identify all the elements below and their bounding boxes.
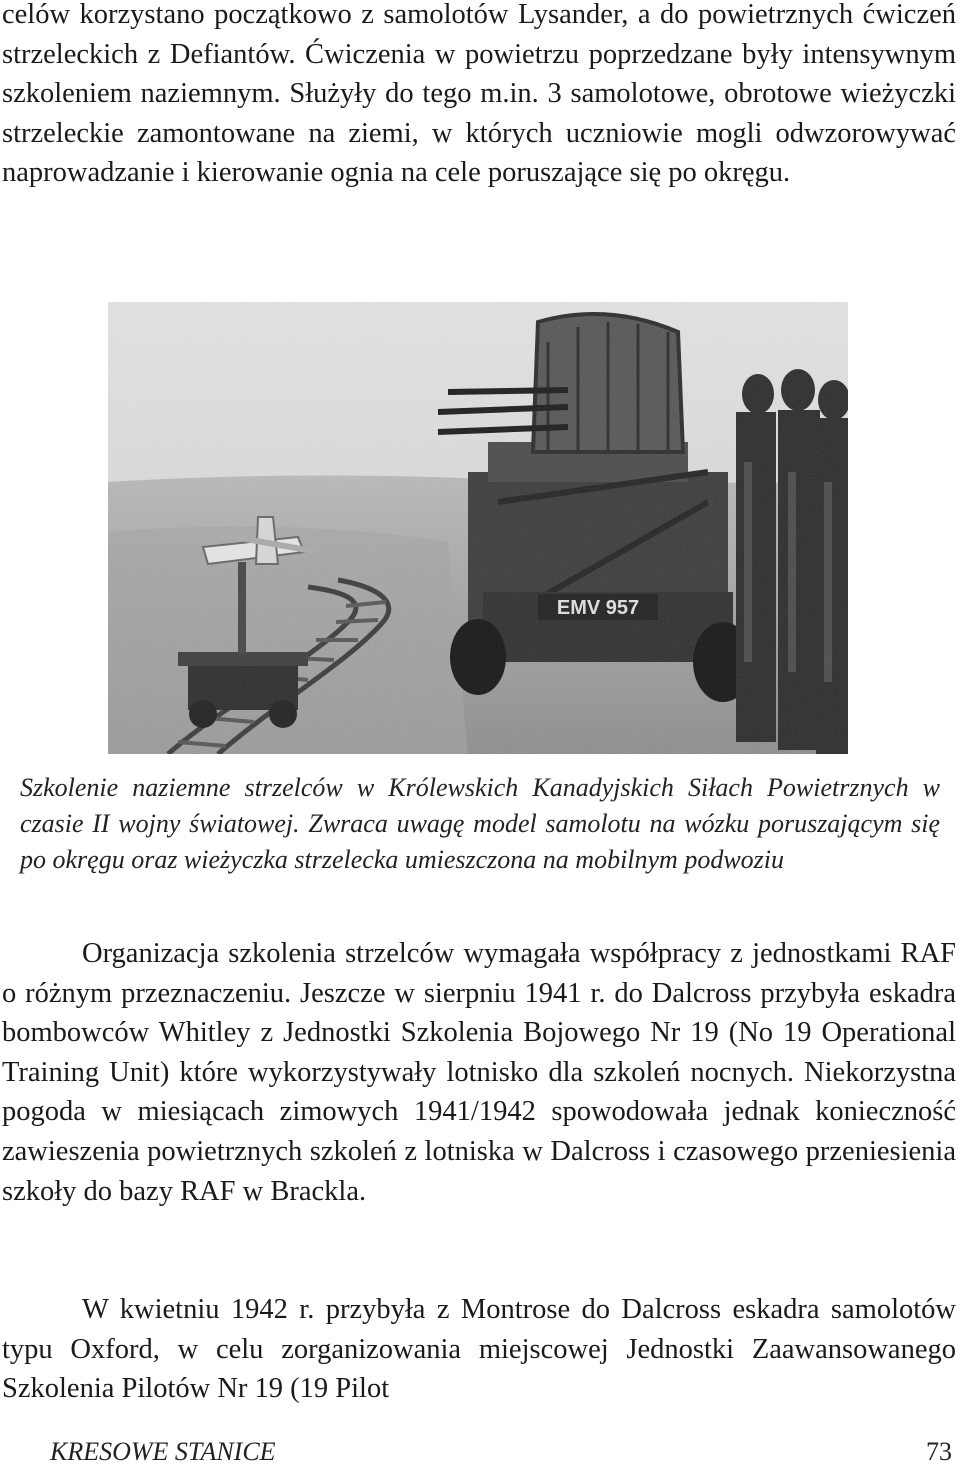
photo-caption: Szkolenie naziemne strzelców w Królewskich Kanadyjskich Siłach Powietrznych w czasie II wojny światowej. Zwraca uwagę model samolotu na wózku poruszającym się po okręgu oraz wieżyczka strzelecka umieszczona na mobilnym podwoziu [20,773,940,874]
running-footer-title: KRESOWE STANICE [50,1437,276,1466]
page-number: 73 [926,1437,952,1466]
historical-photo [108,302,848,754]
body-paragraph-3: W kwietniu 1942 r. przybyła z Montrose do Dalcross eskadra samolotów typu Oxford, w celu zorganizowania miejscowej Jednostki Zaawansowanego Szkolenia Pilotów Nr 19 (19 Pilot [2,1294,956,1405]
body-paragraph-1: celów korzystano początkowo z samolotów Lysander, a do powietrznych ćwiczeń strzeleckich z Defiantów. Ćwiczenia w powietrzu poprzedzane były intensywnym szkoleniem naziemnym. Służyły do tego m.in. 3 samolotowe, obrotowe wieżyczki strzeleckie zamontowane na ziemi, w których uczniowie mogli odwzorowywać naprowadzanie i kierowanie ognia na cele poruszające się po okręgu. [2,0,956,189]
body-paragraph-2: Organizacja szkolenia strzelców wymagała współpracy z jednostkami RAF o różnym przeznaczeniu. Jeszcze w sierpniu 1941 r. do Dalcross przybyła eskadra bombowców Whitley z Jednostki Szkolenia Bojowego Nr 19 (No 19 Operational Training Unit) które wykorzystywały lotnisko dla szkoleń nocnych. Niekorzystna pogoda w miesiącach zimowych 1941/1942 spowodowała jednak konieczność zawieszenia powietrznych szkoleń z lotniska w Dalcross i czasowego przeniesienia szkoły do bazy RAF w Brackla. [2,938,956,1207]
photo-illustration [108,302,848,754]
footer-divider [40,1433,920,1434]
